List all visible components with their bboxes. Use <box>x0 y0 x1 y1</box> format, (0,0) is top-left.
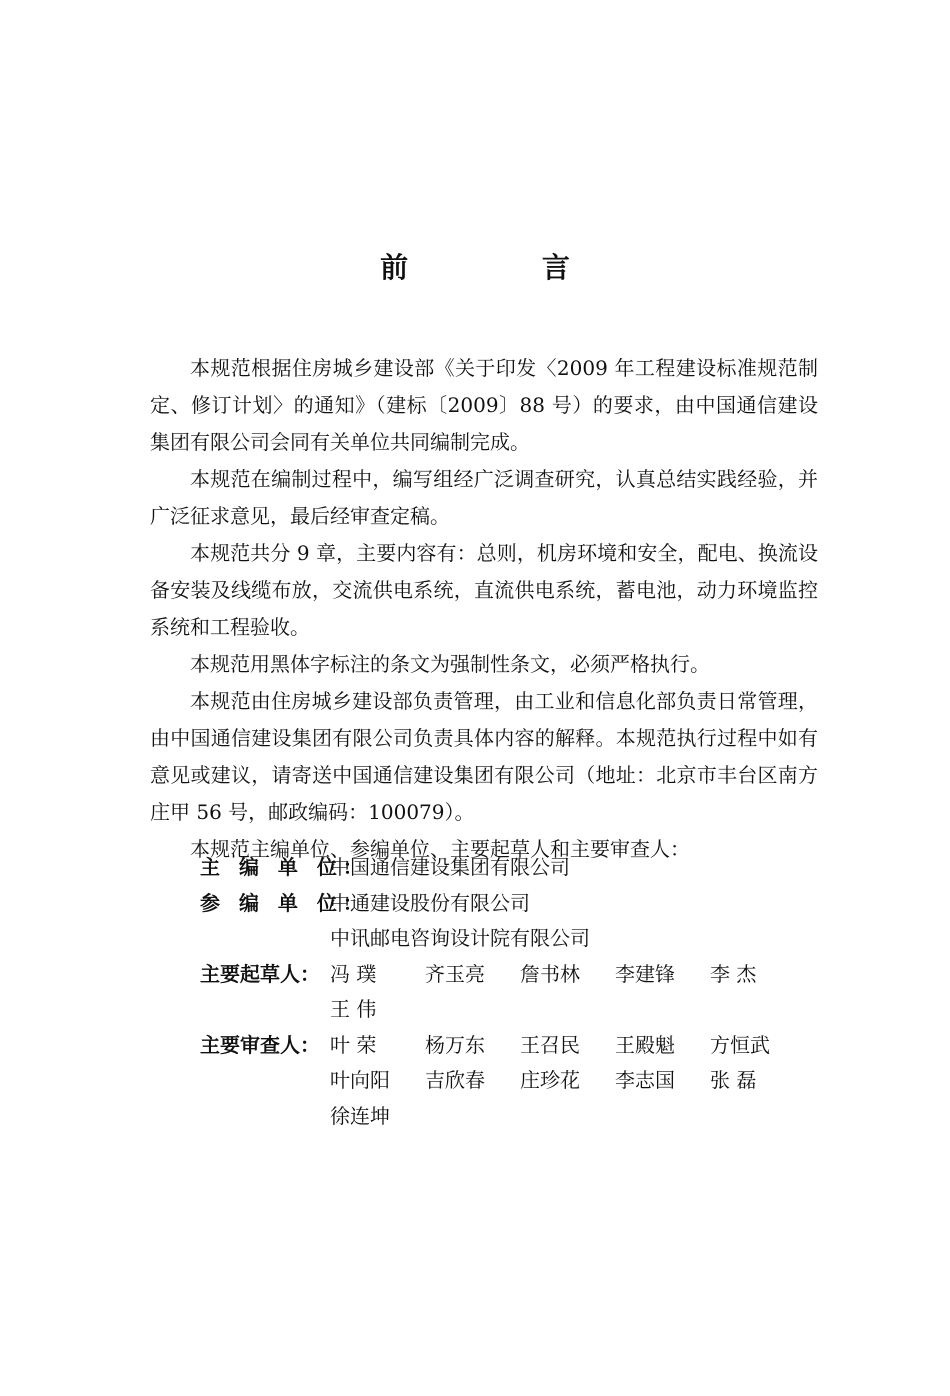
drafter-name: 冯 璞 <box>330 961 377 986</box>
page-title: 前 言 <box>380 251 632 284</box>
chief-unit-name: 中国通信建设集团有限公司 <box>330 855 570 879</box>
paragraph-mandatory: 本规范用黑体字标注的条文为强制性条文，必须严格执行。 <box>190 652 710 676</box>
chief-unit-list <box>330 850 820 886</box>
paragraph-roster-intro: 本规范主编单位、参编单位、主要起草人和主要审查人： <box>190 837 690 861</box>
participating-units-label: 参 编 单 位： <box>200 890 369 915</box>
reviewer-name: 吉欣春 <box>425 1068 485 1092</box>
participating-units-list <box>330 886 820 957</box>
reviewer-name: 李志国 <box>615 1068 675 1092</box>
reviewers-list <box>330 1028 820 1135</box>
participating-unit-name: 中通建设股份有限公司 <box>330 890 530 915</box>
reviewer-name: 庄珍花 <box>520 1068 580 1092</box>
reviewer-name: 王殿魁 <box>615 1032 675 1057</box>
reviewer-name: 徐连坤 <box>330 1103 390 1128</box>
drafter-name: 王 伟 <box>330 997 377 1021</box>
reviewer-name: 方恒武 <box>710 1032 770 1057</box>
drafters-label: 主要起草人： <box>200 961 320 986</box>
roster <box>200 850 820 1134</box>
reviewer-name: 张 磊 <box>710 1068 757 1092</box>
reviewers-label: 主要审查人： <box>200 1032 320 1057</box>
drafters-list <box>330 957 820 1028</box>
paragraph-management: 本规范由住房城乡建设部负责管理，由工业和信息化部负责日常管理，由中国通信建设集团有限公司负责具体内容的解释。本规范执行过程中如有意见或建议，请寄送中国通信建设集团有限公司（地址：北京市丰台区南方庄甲 56 号，邮政编码：100079）。 <box>150 689 818 824</box>
paragraph-process: 本规范在编制过程中，编写组经广泛调查研究，认真总结实践经验，并广泛征求意见，最后经审查定稿。 <box>150 467 818 528</box>
participating-unit-name: 中讯邮电咨询设计院有限公司 <box>330 926 590 950</box>
reviewer-name: 王召民 <box>520 1032 580 1057</box>
chief-unit-label: 主 编 单 位： <box>200 855 369 879</box>
reviewers-row <box>200 1028 820 1135</box>
preface-body <box>150 350 818 868</box>
chief-unit-row <box>200 850 820 886</box>
participating-units-row <box>200 886 820 957</box>
paragraph-basis: 本规范根据住房城乡建设部《关于印发〈2009 年工程建设标准规范制定、修订计划〉的通知》（建标〔2009〕88 号）的要求，由中国通信建设集团有限公司会同有关单位共同编制完成。 <box>150 356 818 454</box>
drafter-name: 李 杰 <box>710 961 757 986</box>
reviewer-name: 叶 荣 <box>330 1032 377 1057</box>
reviewer-name: 杨万东 <box>425 1032 485 1057</box>
drafter-name: 齐玉亮 <box>425 961 485 986</box>
drafters-row <box>200 957 820 1028</box>
drafter-name: 詹书林 <box>520 961 580 986</box>
paragraph-contents: 本规范共分 9 章，主要内容有：总则，机房环境和安全，配电、换流设备安装及线缆布放，交流供电系统，直流供电系统，蓄电池，动力环境监控系统和工程验收。 <box>150 541 818 639</box>
reviewer-name: 叶向阳 <box>330 1068 390 1092</box>
drafter-name: 李建锋 <box>615 961 675 986</box>
